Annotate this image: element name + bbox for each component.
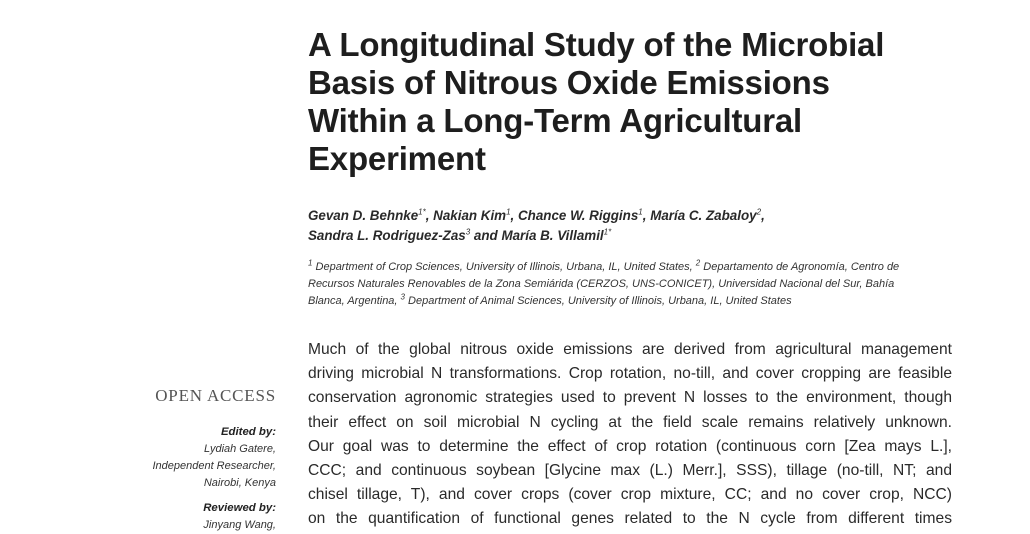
author-separator: ,	[425, 208, 434, 223]
affiliation-line	[308, 293, 968, 310]
title-line: Basis of Nitrous Oxide Emissions	[308, 64, 830, 101]
article-title	[308, 26, 998, 178]
title-line: A Longitudinal Study of the Microbial	[308, 26, 885, 63]
editor-line: Independent Researcher,	[152, 460, 276, 472]
affil-marker: 3	[400, 292, 405, 302]
author-list	[308, 206, 988, 246]
author-affil-marker: 1*	[418, 207, 426, 217]
affil-text: Department of Crop Sciences, University of Illinois, Urbana, IL, United States,	[312, 261, 696, 273]
reviewed-by-label: Reviewed by:	[203, 502, 276, 514]
abstract-line: conservation agronomic strategies used to prevent N losses to the environment, though	[308, 389, 952, 407]
author-affil-marker: 1*	[603, 227, 612, 237]
abstract-line: CCC; and continuous soybean [Glycine max (L.) Merr.], SSS), tillage (no-till, NT; and	[308, 462, 952, 480]
editor-line[interactable]: Lydiah Gatere,	[204, 443, 276, 455]
abstract-line: driving microbial N transformations. Crop rotation, no-till, and cover cropping are feasible	[308, 365, 952, 383]
abstract	[308, 338, 952, 532]
author-line	[308, 226, 988, 246]
affil-marker: 1	[308, 258, 313, 268]
abstract-line: their effect on soil microbial N cycling at the field scale remains relatively unknown.	[308, 413, 952, 431]
author-separator: ,	[642, 208, 651, 223]
title-line: Within a Long-Term Agricultural	[308, 102, 802, 139]
affil-text: Departamento de Agronomía, Centro de	[700, 261, 900, 273]
affiliations	[308, 259, 968, 310]
abstract-line: on the quantification of functional genes related to the N cycle from different times	[308, 510, 952, 528]
author-name[interactable]: María B. Villamil	[501, 228, 604, 243]
spacer	[120, 492, 276, 500]
affiliation-line	[308, 259, 968, 276]
author-line	[308, 206, 988, 226]
author-name[interactable]: Gevan D. Behnke	[308, 208, 419, 223]
author-affil-marker: 1	[506, 207, 511, 217]
abstract-line: chisel tillage, T), and cover crops (cover crop mixture, CC; and no cover crop, NCC)	[308, 486, 952, 504]
author-separator: ,	[510, 208, 518, 223]
author-separator: and	[470, 228, 502, 243]
open-access-label: OPEN ACCESS	[155, 386, 276, 405]
affil-text: Department of Animal Sciences, University of Illinois, Urbana, IL, United States	[405, 295, 792, 307]
abstract-line: Much of the global nitrous oxide emissions are derived from agricultural management	[308, 341, 952, 358]
author-name[interactable]: Nakian Kim	[433, 208, 507, 223]
affil-marker: 2	[695, 258, 701, 268]
reviewer-line[interactable]: Jinyang Wang,	[203, 519, 276, 531]
affil-text: Blanca, Argentina,	[308, 295, 401, 307]
author-name[interactable]: Sandra L. Rodriguez-Zas	[308, 228, 466, 243]
abstract-line: Our goal was to determine the effect of crop rotation (continuous corn [Zea mays L.],	[308, 437, 952, 455]
author-affil-marker: 3	[465, 227, 471, 237]
article-sidebar	[120, 424, 276, 534]
author-name[interactable]: Chance W. Riggins	[518, 208, 639, 223]
edited-by-label: Edited by:	[220, 426, 276, 438]
author-name[interactable]: María C. Zabaloy	[650, 208, 757, 223]
editor-line: Nairobi, Kenya	[203, 477, 276, 489]
author-affil-marker: 2	[756, 207, 762, 217]
author-affil-marker: 1	[638, 207, 643, 217]
author-separator: ,	[761, 208, 765, 223]
affil-text: Recursos Naturales Renovables de la Zona Semiárida (CERZOS, UNS-CONICET), Universidad Nacional del Sur, Bahía	[308, 278, 895, 290]
affiliation-line	[308, 276, 968, 293]
title-line: Experiment	[308, 140, 486, 177]
